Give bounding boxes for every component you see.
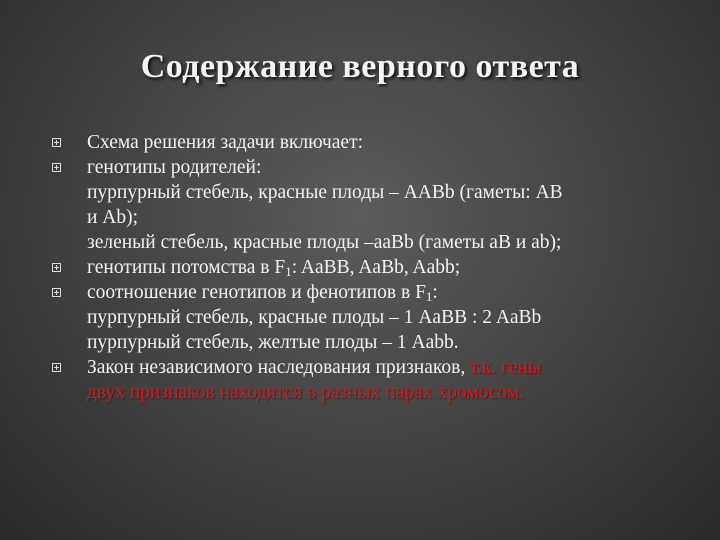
list-item	[52, 355, 692, 405]
list-item	[52, 280, 692, 355]
item-text: Закон независимого наследования признаков, т.к. гены	[87, 357, 542, 378]
list-item	[52, 255, 692, 280]
item-text: генотипы родителей:	[87, 157, 262, 178]
checkbox-bullet-icon	[52, 263, 61, 272]
checkbox-bullet-icon	[52, 163, 61, 172]
item-text: зеленый стебель, красные плоды –aaBb (гаметы aB и ab);	[87, 232, 562, 253]
checkbox-bullet-icon	[52, 138, 61, 147]
item-text: пурпурный стебель, желтые плоды – 1 Aabb.	[87, 332, 459, 353]
checkbox-bullet-icon	[52, 288, 61, 297]
list-item	[52, 130, 692, 155]
checkbox-bullet-icon	[52, 363, 61, 372]
item-text: Схема решения задачи включает:	[87, 132, 364, 153]
item-text: соотношение генотипов и фенотипов в $F_1$:	[87, 282, 438, 304]
bullet-list	[52, 130, 692, 405]
list-item	[52, 155, 692, 255]
item-text: и Ab);	[87, 207, 139, 228]
item-text: пурпурный стебель, красные плоды – AABb (гаметы: AB	[87, 182, 563, 203]
item-text: генотипы потомства в $F_1$: AaBB, AaBb, Aabb;	[87, 257, 461, 279]
slide-title: Содержание верного ответа	[140, 48, 580, 85]
item-text: пурпурный стебель, красные плоды – 1 AaBB : 2 AaBb	[87, 307, 542, 328]
highlight-text: двух признаков находятся в разных парах хромосом.	[87, 382, 525, 403]
highlight-text: т.к. гены	[470, 357, 542, 378]
